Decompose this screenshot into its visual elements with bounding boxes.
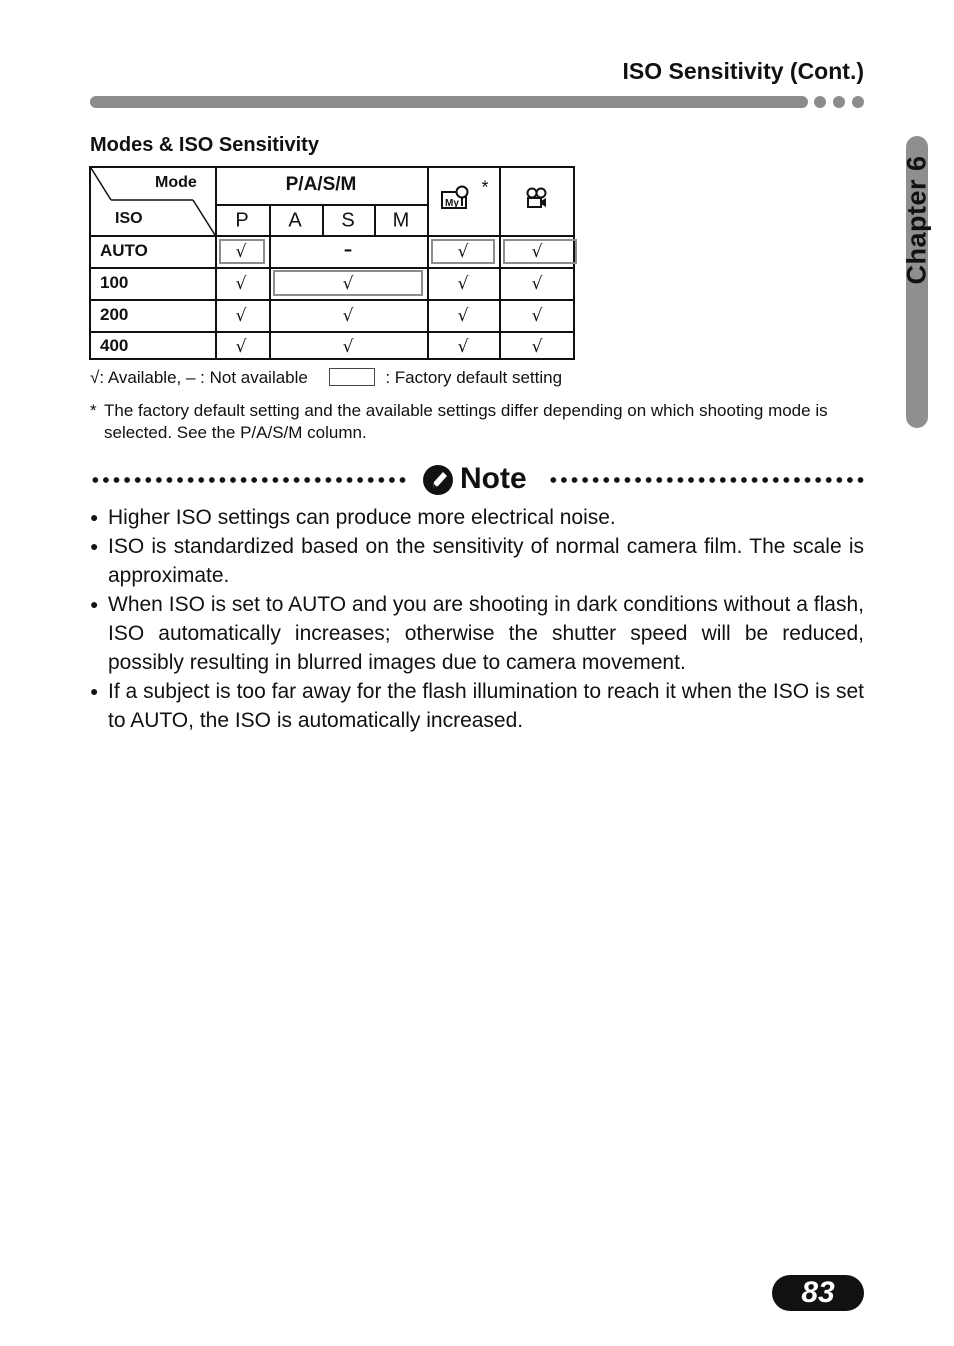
- cell-movie-auto: √: [531, 242, 543, 262]
- mode-s-header: S: [341, 209, 355, 232]
- footnote-asterisk: *: [90, 401, 97, 420]
- row-label-200: 200: [100, 305, 129, 324]
- mode-m-header: M: [392, 209, 410, 232]
- mode-p-header: P: [235, 209, 249, 232]
- page-title: ISO Sensitivity (Cont.): [622, 58, 864, 84]
- row-label-400: 400: [100, 336, 129, 355]
- section-title: Modes & ISO Sensitivity: [90, 134, 319, 156]
- cell-asm-100: √: [342, 274, 354, 294]
- cell-p-100: √: [235, 274, 247, 294]
- bullet: ●: [90, 683, 99, 699]
- cell-movie-200: √: [531, 306, 543, 326]
- title-dot: [814, 96, 826, 108]
- note-text: Higher ISO settings can produce more electrical noise.: [108, 506, 616, 529]
- cell-p-auto: √: [235, 242, 247, 262]
- cell-p-400: √: [235, 337, 247, 357]
- note-title: Note: [460, 462, 527, 495]
- mode-a-header: A: [288, 209, 302, 232]
- row-label-100: 100: [100, 273, 129, 292]
- page-number: 83: [772, 1275, 864, 1311]
- cell-asm-auto: –: [343, 240, 353, 260]
- note-pencil-icon: [422, 464, 454, 496]
- note-text: If a subject is too far away for the flash illumination to reach it when the ISO is set to AUTO, the ISO is automatically increased.: [108, 680, 864, 732]
- chapter-label: Chapter 6: [901, 155, 932, 285]
- movie-icon: [525, 186, 549, 210]
- note-item: [90, 677, 864, 735]
- legend-default: : Factory default setting: [385, 368, 563, 387]
- cell-my-200: √: [457, 306, 469, 326]
- cell-my-400: √: [457, 337, 469, 357]
- cell-asm-200: √: [342, 306, 354, 326]
- my-mode-icon: [441, 184, 473, 212]
- note-item: [90, 503, 864, 532]
- cell-p-200: √: [235, 306, 247, 326]
- pasm-header: P/A/S/M: [285, 174, 357, 195]
- footnote-text: The factory default setting and the available settings differ depending on which shooting mode is selected. See the P/A/S/M column.: [104, 401, 828, 442]
- cell-my-100: √: [457, 274, 469, 294]
- note-text: When ISO is set to AUTO and you are shooting in dark conditions without a flash, ISO automatically increases; otherwise the shutter speed will be reduced, possibly resulting in blurred images due to camera movement.: [108, 593, 864, 674]
- dotted-rule: [548, 476, 864, 484]
- corner-mode-label: Mode: [155, 174, 197, 191]
- footnote: [90, 400, 862, 444]
- table-legend: [90, 368, 562, 388]
- note-item: [90, 532, 864, 590]
- title-dot: [833, 96, 845, 108]
- corner-iso-label: ISO: [115, 210, 143, 227]
- row-label-auto: AUTO: [100, 241, 148, 260]
- header-diagonal: [89, 166, 217, 236]
- cell-asm-400: √: [342, 337, 354, 357]
- note-text: ISO is standardized based on the sensitivity of normal camera film. The scale is approximate.: [108, 535, 864, 587]
- title-rule: [90, 96, 808, 108]
- note-list: [90, 503, 864, 735]
- bullet: ●: [90, 509, 99, 525]
- bullet: ●: [90, 596, 99, 612]
- svg-text:My: My: [445, 198, 459, 209]
- note-item: [90, 590, 864, 677]
- legend-default-box: [329, 368, 375, 386]
- title-dot: [852, 96, 864, 108]
- cell-my-auto: √: [457, 242, 469, 262]
- dotted-rule: [90, 476, 408, 484]
- cell-movie-400: √: [531, 337, 543, 357]
- legend-available: √: Available, – : Not available: [90, 368, 308, 387]
- note-header: [90, 462, 864, 498]
- my-mode-asterisk: *: [481, 177, 489, 198]
- iso-mode-table: [89, 166, 575, 360]
- bullet: ●: [90, 538, 99, 554]
- cell-movie-100: √: [531, 274, 543, 294]
